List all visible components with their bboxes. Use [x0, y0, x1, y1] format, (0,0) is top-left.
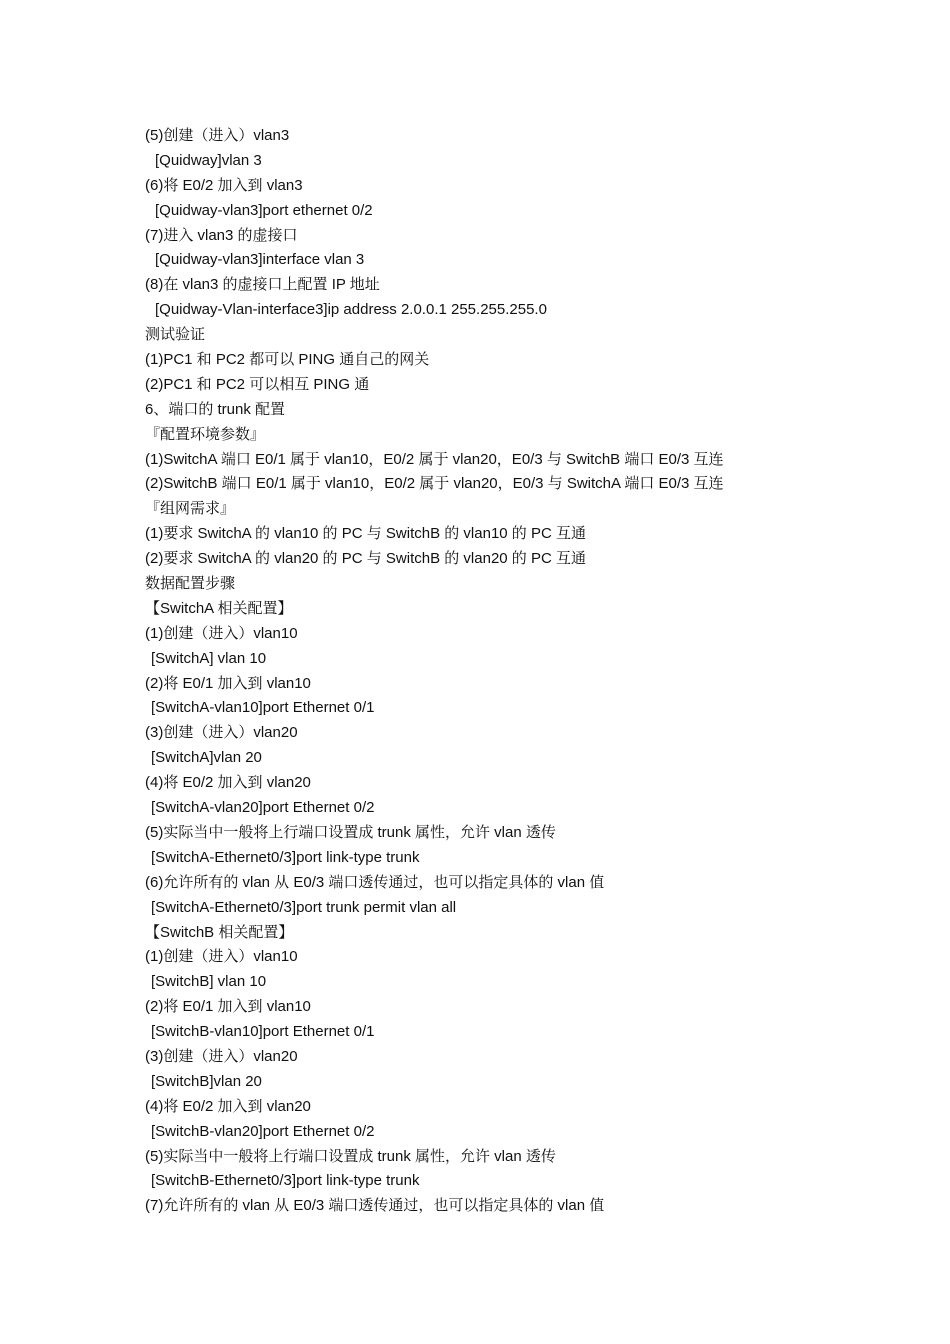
command-line: [SwitchB] vlan 10 [151, 973, 267, 991]
text-line: 【SwitchA 相关配置】 [145, 599, 293, 617]
command-line: [SwitchB-vlan20]port Ethernet 0/2 [151, 1122, 375, 1140]
command-line: [SwitchB-vlan10]port Ethernet 0/1 [151, 1023, 375, 1041]
text-line: (7)允许所有的 vlan 从 E0/3 端口透传通过，也可以指定具体的 vlan 值 [145, 1197, 605, 1215]
document-body [145, 124, 865, 1219]
text-line: 『配置环境参数』 [145, 425, 266, 443]
text-line: (8)在 vlan3 的虚接口上配置 IP 地址 [145, 276, 380, 294]
text-line: (1)创建（进入）vlan10 [145, 624, 298, 642]
text-line: (4)将 E0/2 加入到 vlan20 [145, 774, 311, 792]
text-line: (4)将 E0/2 加入到 vlan20 [145, 1097, 311, 1115]
text-line: (5)实际当中一般将上行端口设置成 trunk 属性，允许 vlan 透传 [145, 1147, 556, 1165]
command-line: [SwitchB]vlan 20 [151, 1072, 262, 1090]
text-line: (1)要求 SwitchA 的 vlan10 的 PC 与 SwitchB 的 vlan10 的 PC 互通 [145, 525, 586, 543]
text-line: 数据配置步骤 [145, 575, 236, 593]
text-line: (2)将 E0/1 加入到 vlan10 [145, 674, 311, 692]
command-line: [SwitchA] vlan 10 [151, 649, 267, 667]
text-line: (1)创建（进入）vlan10 [145, 948, 298, 966]
text-line: (3)创建（进入）vlan20 [145, 724, 298, 742]
text-line: (2)PC1 和 PC2 可以相互 PING 通 [145, 375, 370, 393]
command-line: [SwitchA-Ethernet0/3]port trunk permit vlan all [151, 898, 457, 916]
text-line: (5)创建（进入）vlan3 [145, 127, 290, 144]
text-line: (3)创建（进入）vlan20 [145, 1047, 298, 1065]
text-line: 测试验证 [145, 326, 206, 344]
text-line: 6、端口的 trunk 配置 [145, 400, 286, 418]
text-line: (6)将 E0/2 加入到 vlan3 [145, 176, 303, 194]
command-line: [Quidway-vlan3]interface vlan 3 [155, 251, 365, 269]
text-line: (2)要求 SwitchA 的 vlan20 的 PC 与 SwitchB 的 vlan20 的 PC 互通 [145, 550, 586, 568]
command-line: [Quidway-Vlan-interface3]ip address 2.0.0.1 255.255.255.0 [155, 301, 547, 319]
text-line: (2)SwitchB 端口 E0/1 属于 vlan10，E0/2 属于 vlan20，E0/3 与 SwitchA 端口 E0/3 互连 [145, 475, 724, 493]
text-line: (1)PC1 和 PC2 都可以 PING 通自己的网关 [145, 351, 430, 369]
text-line: 【SwitchB 相关配置】 [145, 923, 294, 941]
text-line: (1)SwitchA 端口 E0/1 属于 vlan10，E0/2 属于 vlan20，E0/3 与 SwitchB 端口 E0/3 互连 [145, 450, 724, 468]
command-line: [SwitchB-Ethernet0/3]port link-type trunk [151, 1172, 420, 1190]
command-line: [SwitchA-Ethernet0/3]port link-type trunk [151, 848, 420, 866]
text-line: (5)实际当中一般将上行端口设置成 trunk 属性，允许 vlan 透传 [145, 823, 556, 841]
command-line: [SwitchA-vlan10]port Ethernet 0/1 [151, 699, 375, 717]
command-line: [Quidway-vlan3]port ethernet 0/2 [155, 201, 373, 219]
command-line: [SwitchA]vlan 20 [151, 749, 262, 767]
text-line: 『组网需求』 [145, 500, 236, 518]
text-line: (7)进入 vlan3 的虚接口 [145, 226, 298, 244]
text-line: (2)将 E0/1 加入到 vlan10 [145, 998, 311, 1016]
command-line: [SwitchA-vlan20]port Ethernet 0/2 [151, 799, 375, 817]
text-line: (6)允许所有的 vlan 从 E0/3 端口透传通过，也可以指定具体的 vlan 值 [145, 873, 605, 891]
command-line: [Quidway]vlan 3 [155, 151, 262, 169]
